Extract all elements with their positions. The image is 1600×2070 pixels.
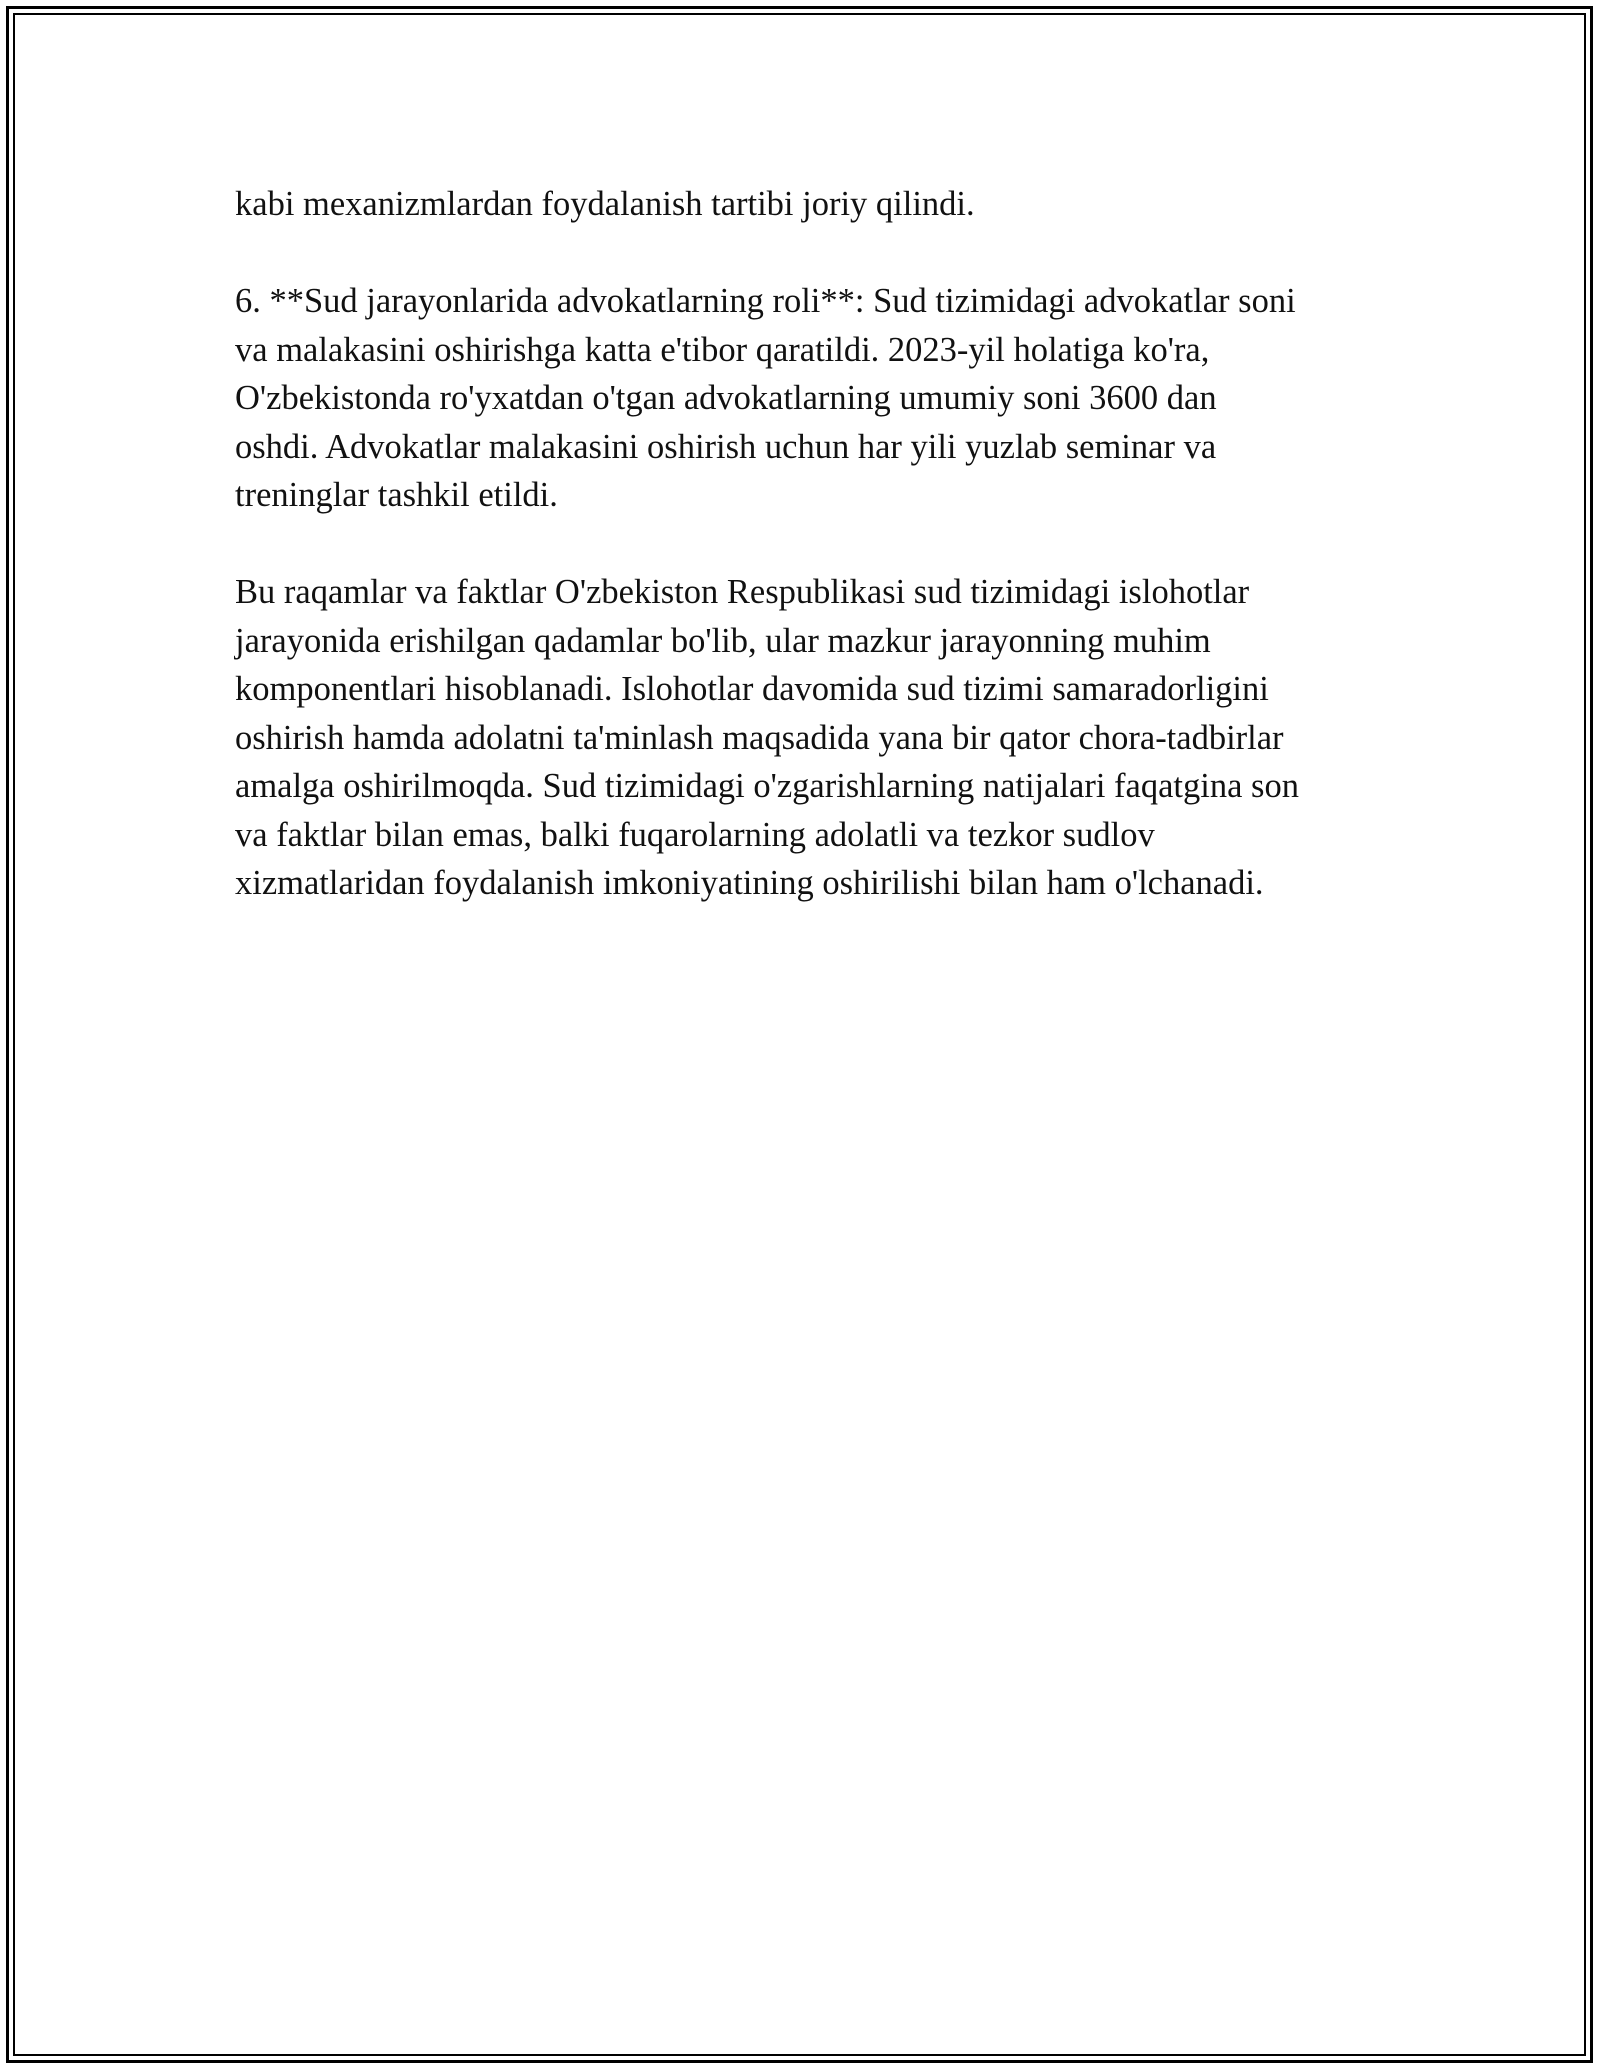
text-line: jarayonida erishilgan qadamlar bo'lib, ular mazkur jarayonning muhim [235,621,1211,660]
text-line: O'zbekistonda ro'yxatdan o'tgan advokatlarning umumiy soni 3600 dan [235,379,1217,417]
text-line: va malakasini oshirishga katta e'tibor qaratildi. 2023-yil holatiga ko'ra, [235,330,1210,369]
text-line: oshdi. Advokatlar malakasini oshirish uchun har yili yuzlab seminar va [235,427,1217,466]
text-line: treninglar tashkil etildi. [235,476,558,514]
text-line: Bu raqamlar va faktlar O'zbekiston Respublikasi sud tizimidagi islohotlar [235,573,1250,611]
text-line: amalga oshirilmoqda. Sud tizimidagi o'zgarishlarning natijalari faqatgina son [235,767,1299,805]
text-line: va faktlar bilan emas, balki fuqarolarning adolatli va tezkor sudlov [235,815,1155,854]
paragraph-conclusion [235,568,1375,908]
text-line: kabi mexanizmlardan foydalanish tartibi joriy qilindi. [235,185,975,223]
text-line: komponentlari hisoblanadi. Islohotlar davomida sud tizimi samaradorligini [235,670,1269,708]
document-body [235,180,1375,956]
text-line: xizmatlaridan foydalanish imkoniyatining oshirilishi bilan ham o'lchanadi. [235,864,1264,902]
paragraph-advocates-role [235,277,1375,520]
text-line: 6. **Sud jarayonlarida advokatlarning roli**: Sud tizimidagi advokatlar soni [235,282,1296,320]
paragraph-continuation [235,180,1375,229]
text-line: oshirish hamda adolatni ta'minlash maqsadida yana bir qator chora-tadbirlar [235,718,1284,757]
